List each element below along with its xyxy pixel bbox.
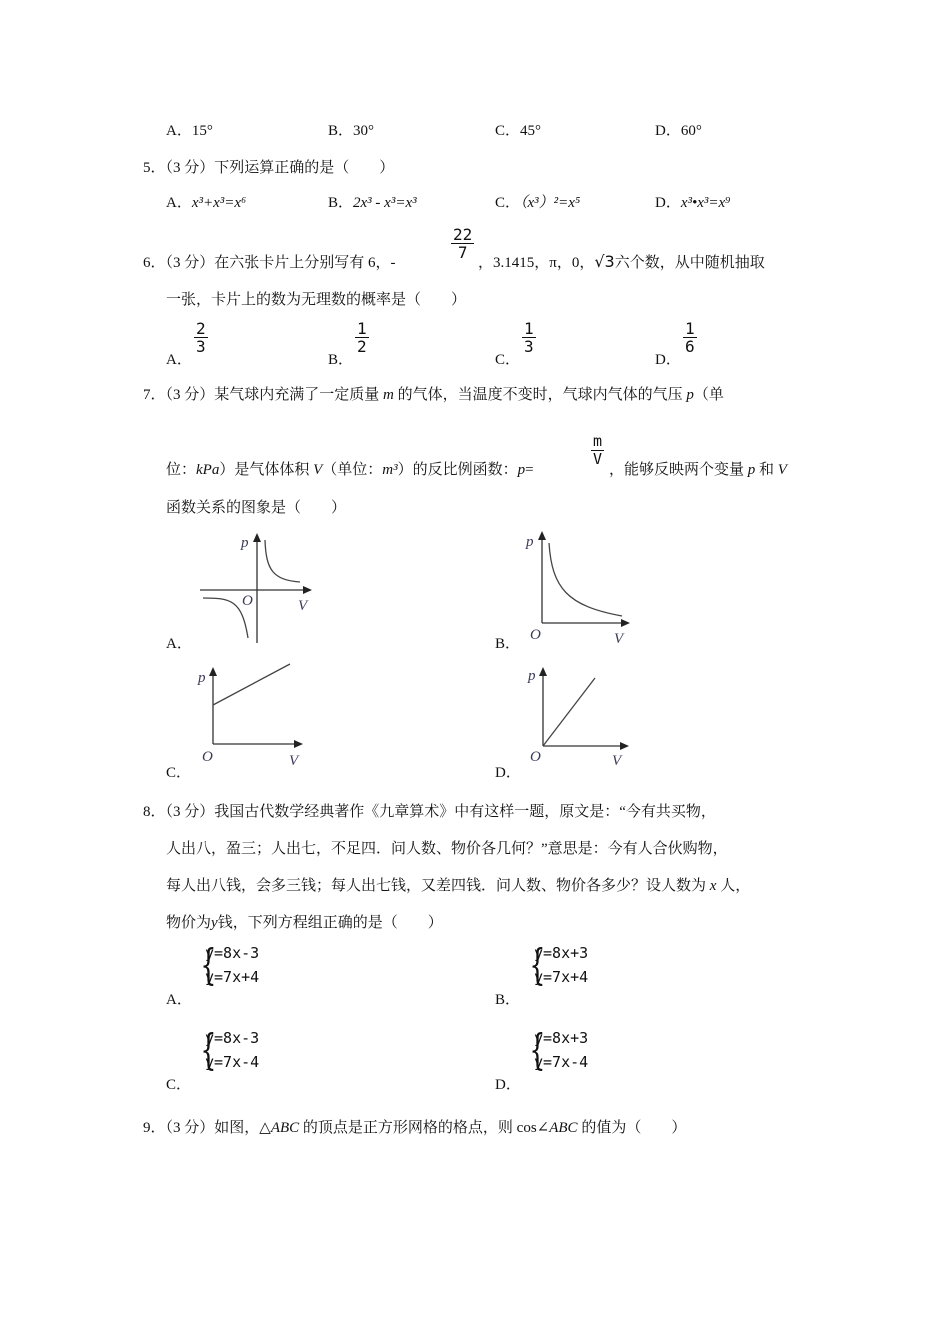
q7-option-b[interactable]: [495, 632, 520, 653]
q5-option-a[interactable]: [166, 191, 246, 212]
equation-2: y=7x-4: [534, 1053, 589, 1071]
option-label: C．: [166, 765, 192, 781]
x-axis-label: V: [289, 753, 299, 769]
q8-option-b-system: [529, 940, 589, 989]
option-label: D．: [655, 123, 681, 139]
option-label: C．: [495, 195, 521, 211]
q5-option-c[interactable]: [495, 191, 580, 212]
x-axis-label: V: [614, 631, 624, 647]
q8-option-d[interactable]: [495, 1073, 521, 1094]
fraction-denominator: 3: [196, 337, 206, 356]
question-number: 9．: [143, 1120, 166, 1136]
equation-1: y=8x-3: [205, 944, 260, 962]
x-axis-label: V: [298, 598, 308, 614]
triangle-abc: ABC: [270, 1120, 300, 1136]
q6-option-c[interactable]: [495, 348, 520, 369]
fraction-numerator: m: [593, 432, 603, 450]
question-text: （单: [693, 387, 724, 403]
question-text: ，3.1415，π，0，: [478, 255, 595, 271]
option-expr: （x³）²=x⁵: [520, 195, 581, 211]
y-axis-label: p: [198, 670, 206, 686]
origin-label: O: [530, 749, 541, 765]
option-label: A．: [166, 992, 192, 1008]
q6-option-d-fraction: [683, 320, 697, 355]
option-label: C．: [166, 1077, 192, 1093]
equation-2: y=7x+4: [205, 968, 260, 986]
y-axis-label: p: [241, 535, 249, 551]
q6-stem-line2: 一张，卡片上的数为无理数的概率是（ ）: [166, 292, 467, 308]
var-x: x: [709, 878, 717, 894]
q5-stem: [143, 156, 394, 177]
unit-kpa: kPa: [196, 462, 220, 478]
q7-stem-line2a: [166, 458, 534, 479]
q8-option-c-system: [200, 1025, 260, 1074]
question-text: 每人出八钱，会多三钱；每人出七钱，又差四钱．问人数、物价各多少？设人数为: [166, 878, 707, 894]
question-text: 的气体，当温度不变时，气球内气体的气压: [397, 387, 683, 403]
question-number: 7．: [143, 387, 166, 403]
graph-b-hyperbola-first-quadrant: [522, 528, 632, 648]
unit-m3: m³: [382, 462, 398, 478]
fraction-denominator: 3: [524, 337, 534, 356]
option-expr: 2x³ - x³=x³: [353, 195, 417, 211]
question-text: （3 分）如图，△: [165, 1120, 271, 1136]
option-label: D．: [655, 352, 681, 368]
q7-option-d[interactable]: [495, 761, 521, 782]
option-label: B．: [328, 123, 354, 139]
question-number: 8．: [143, 804, 166, 820]
q5-option-d[interactable]: [655, 191, 730, 212]
brace-icon: {: [529, 1025, 546, 1074]
equals: =: [525, 462, 534, 478]
q7-stem-line3: 函数关系的图象是（ ）: [166, 500, 347, 516]
q8-stem-line3: [166, 874, 750, 895]
question-text: 物价为: [166, 915, 212, 931]
q6-option-d[interactable]: [655, 348, 681, 369]
brace-icon: {: [529, 940, 546, 989]
var-y: y: [211, 915, 218, 931]
question-text: ，能够反映两个变量: [609, 462, 745, 478]
fraction-22-7: [451, 226, 474, 261]
q4-option-a[interactable]: [166, 119, 213, 140]
q4-option-c[interactable]: [495, 119, 541, 140]
question-text: 人，: [720, 878, 751, 894]
q9-stem: [143, 1116, 686, 1137]
option-expr: x³•x³=x⁹: [680, 195, 731, 211]
q8-option-a[interactable]: [166, 988, 192, 1009]
option-value: 30°: [353, 123, 375, 139]
fraction-numerator: 2: [196, 319, 206, 338]
question-number: 5．: [143, 160, 166, 176]
fraction-denominator: V: [593, 450, 603, 468]
q7-stem-line1: [143, 383, 724, 404]
equation-2: y=7x+4: [534, 968, 589, 986]
equation-1: y=8x+3: [534, 1029, 589, 1047]
option-label: D．: [655, 195, 681, 211]
equation-1: y=8x-3: [205, 1029, 260, 1047]
equation-1: y=8x+3: [534, 944, 589, 962]
q6-option-a[interactable]: [166, 348, 192, 369]
var-p: p: [686, 387, 694, 403]
var-v: V: [777, 462, 787, 478]
question-text: 的值为（ ）: [581, 1120, 687, 1136]
option-label: A．: [166, 195, 192, 211]
graph-a-hyperbola-two-branches: [195, 530, 315, 645]
q7-option-a[interactable]: [166, 632, 192, 653]
option-label: B．: [328, 195, 354, 211]
fraction-m-over-v: [591, 433, 604, 468]
q8-stem-line4: [166, 911, 443, 932]
brace-icon: {: [200, 940, 217, 989]
question-text: 和: [759, 462, 775, 478]
var-p: p: [517, 462, 526, 478]
fraction-numerator: 1: [685, 319, 695, 338]
origin-label: O: [242, 593, 253, 609]
graph-c-line-positive-intercept: [196, 660, 311, 770]
option-label: B．: [495, 992, 521, 1008]
var-p: p: [747, 462, 756, 478]
x-axis-label: V: [612, 753, 622, 769]
y-axis-label: p: [526, 534, 534, 550]
question-text: ）的反比例函数：: [397, 462, 518, 478]
fraction-numerator: 1: [357, 319, 367, 338]
question-text: 六个数，从中随机抽取: [614, 255, 765, 271]
option-value: 45°: [520, 123, 542, 139]
origin-label: O: [530, 627, 541, 643]
option-label: A．: [166, 123, 192, 139]
option-label: A．: [166, 636, 192, 652]
negative-sign: -: [390, 255, 396, 271]
graph-d-line-through-origin: [522, 660, 632, 770]
option-value: 60°: [680, 123, 702, 139]
question-text: 钱，下列方程组正确的是（ ）: [217, 915, 443, 931]
q7-option-c[interactable]: [166, 761, 191, 782]
fraction-denominator: 6: [685, 337, 695, 356]
q4-option-d[interactable]: [655, 119, 702, 140]
sqrt-3: √3: [594, 252, 615, 271]
question-text: 位：: [166, 462, 197, 478]
q6-stem-line1-cont: [478, 251, 765, 272]
var-m: m: [383, 387, 394, 403]
q6-option-b[interactable]: [328, 348, 353, 369]
option-expr: x³+x³=x⁶: [191, 195, 247, 211]
question-text: （3 分）某气球内充满了一定质量: [165, 387, 380, 403]
q8-stem-line1: [143, 800, 716, 821]
question-text: ）是气体体积: [219, 462, 310, 478]
q6-option-a-fraction: [194, 320, 208, 355]
y-axis-label: p: [528, 668, 536, 684]
option-label: B．: [328, 352, 354, 368]
q8-option-c[interactable]: [166, 1073, 191, 1094]
q5-option-b[interactable]: [328, 191, 417, 212]
fraction-numerator: 1: [524, 319, 534, 338]
q6-option-b-fraction: [355, 320, 369, 355]
brace-icon: {: [200, 1025, 217, 1074]
option-label: C．: [495, 123, 521, 139]
question-text: 的顶点是正方形网格的格点，则 cos∠: [302, 1120, 550, 1136]
question-text: （3 分）我国古代数学经典著作《九章算术》中有这样一题，原文是：“今有共买物，: [165, 804, 716, 820]
option-label: D．: [495, 1077, 521, 1093]
q8-option-d-system: [529, 1025, 589, 1074]
option-label: A．: [166, 352, 192, 368]
option-label: D．: [495, 765, 521, 781]
fraction-denominator: 2: [357, 337, 367, 356]
q8-option-b[interactable]: [495, 988, 520, 1009]
q8-option-a-system: [200, 940, 260, 989]
origin-label: O: [202, 749, 213, 765]
var-v: V: [313, 462, 323, 478]
question-text: （单位：: [322, 462, 383, 478]
q6-option-c-fraction: [522, 320, 536, 355]
fraction-denominator: 7: [457, 243, 468, 262]
question-text: （3 分）在六张卡片上分别写有 6，: [165, 255, 391, 271]
angle-abc: ABC: [549, 1120, 578, 1136]
question-number: 6．: [143, 255, 166, 271]
question-text: （3 分）下列运算正确的是（ ）: [165, 160, 395, 176]
q4-option-b[interactable]: [328, 119, 374, 140]
q8-stem-line2: 人出八，盈三；人出七，不足四．问人数、物价各几何？”意思是：今有人合伙购物，: [166, 841, 728, 857]
equation-2: y=7x-4: [205, 1053, 260, 1071]
option-value: 15°: [191, 123, 213, 139]
q7-stem-line2b: [609, 458, 787, 479]
option-label: C．: [495, 352, 521, 368]
fraction-numerator: 22: [453, 225, 473, 244]
q6-stem-line1: [143, 251, 396, 272]
option-label: B．: [495, 636, 521, 652]
